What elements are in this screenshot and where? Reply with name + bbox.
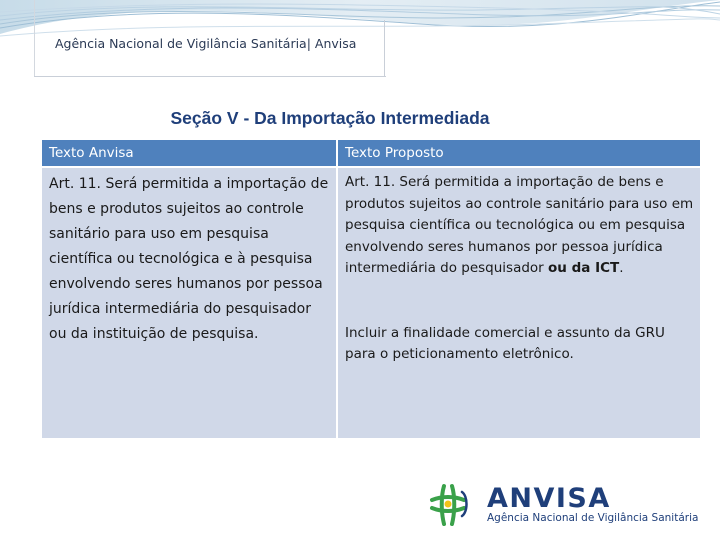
cell-texto-anvisa: [42, 168, 336, 438]
comparison-table: [42, 140, 700, 438]
proposed-text-end: .: [619, 260, 624, 276]
anvisa-logo: [428, 482, 698, 528]
proposed-text-bold: ou da ICT: [548, 260, 620, 276]
header-title: Agência Nacional de Vigilância Sanitária| Anvisa: [55, 36, 357, 51]
proposed-text-main: Art. 11. Será permitida a importação de bens e produtos sujeitos ao controle sanitário para uso em pesquisa científica ou tecnológica ou em pesquisa envolvendo seres humanos por pessoa jurídica intermediária do pesquisador: [345, 174, 694, 276]
column-header-texto-anvisa: Texto Anvisa: [42, 140, 336, 166]
cell-texto-proposto: [338, 168, 700, 438]
logo-subtitle: Agência Nacional de Vigilância Sanitária: [487, 512, 699, 524]
proposed-text: [345, 172, 694, 280]
anvisa-cross-icon: [428, 482, 484, 528]
proposed-note: Incluir a finalidade comercial e assunto da GRU para o peticionamento eletrônico.: [345, 324, 665, 362]
anvisa-text: Art. 11. Será permitida a importação de bens e produtos sujeitos ao controle sanitário para uso em pesquisa científica ou tecnológica e à pesquisa envolvendo seres humanos por pessoa jurídica intermediária do pesquisador ou da instituição de pesquisa.: [49, 176, 329, 342]
table-row: [42, 168, 700, 438]
column-header-texto-proposto: Texto Proposto: [338, 140, 700, 166]
header-divider-bottom: [34, 76, 386, 77]
table-header-row: [42, 140, 700, 166]
header-divider-left: [34, 0, 35, 77]
header-divider-right: [384, 20, 385, 76]
section-title: Seção V - Da Importação Intermediada: [170, 108, 490, 128]
logo-word: ANVISA: [487, 483, 611, 514]
